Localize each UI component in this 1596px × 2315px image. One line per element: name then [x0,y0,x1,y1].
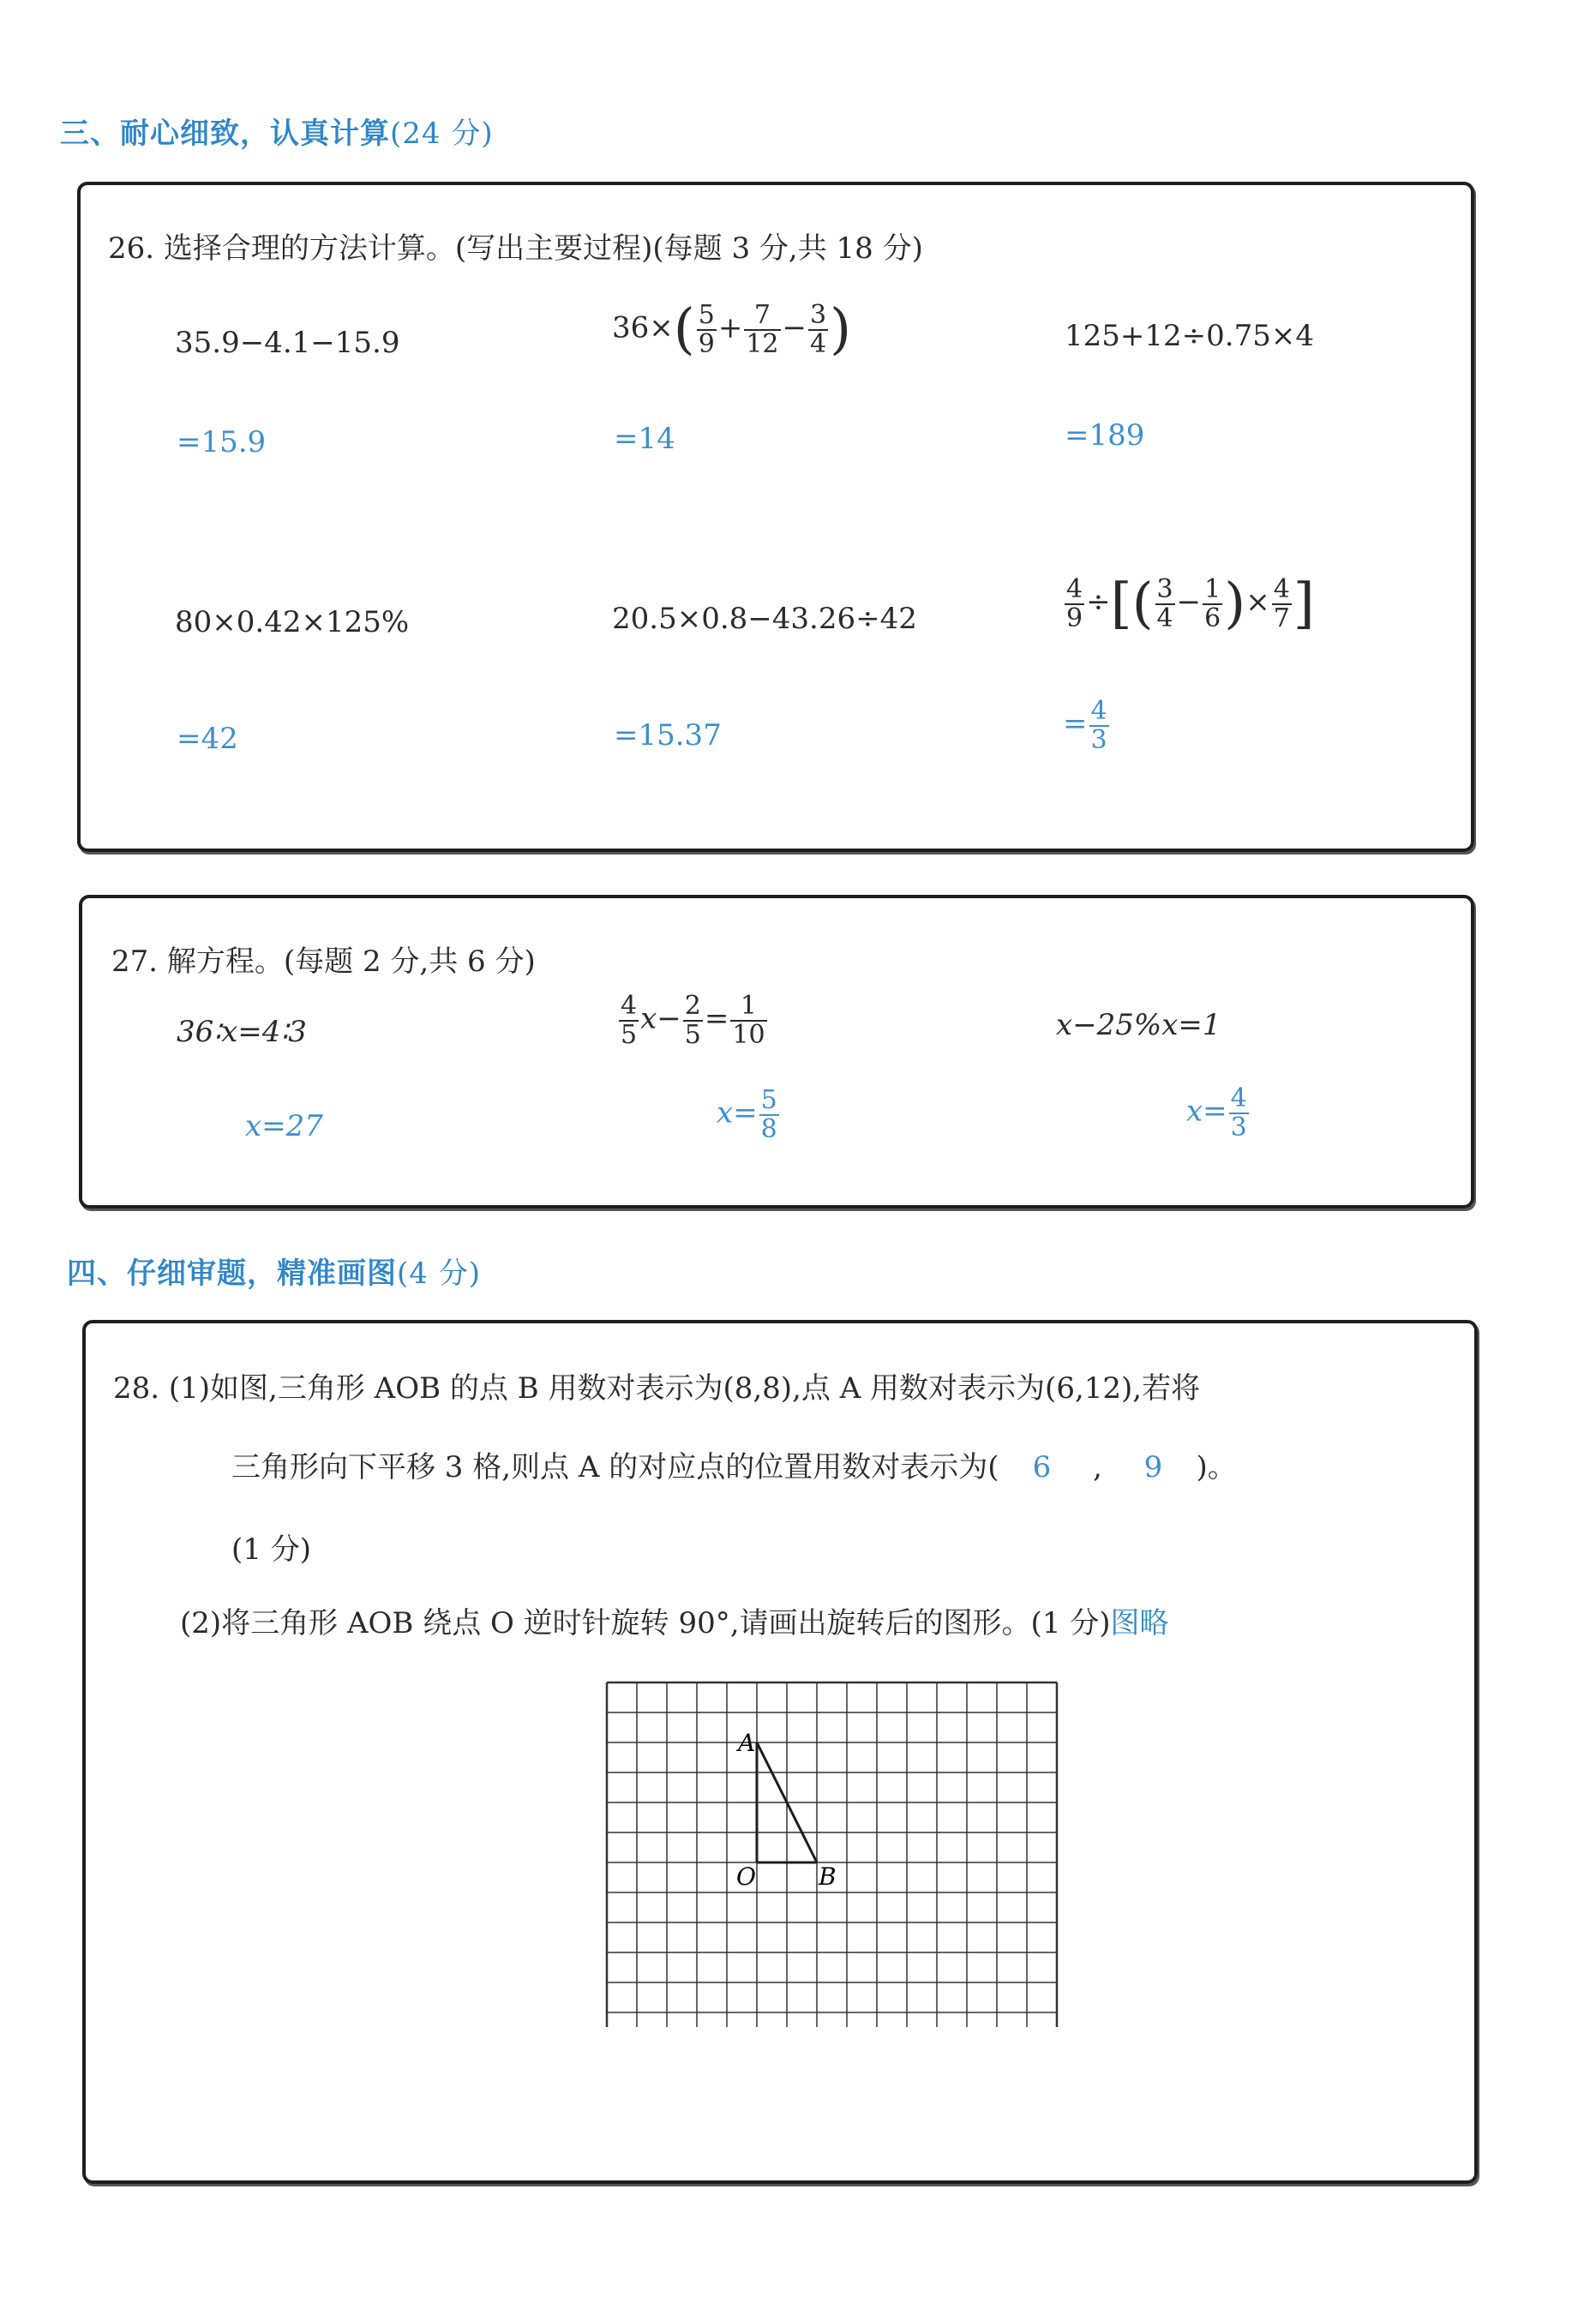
fraction [1272,576,1292,632]
q26-answer-5: =15.37 [614,718,722,753]
point-B-label: B [819,1862,837,1891]
equals: = [704,1001,729,1036]
q27-answer-2 [717,1087,781,1143]
q28-part2-answer: 图略 [1110,1606,1169,1640]
operator: ÷ [1086,585,1111,620]
q26-expr-1: 35.9−4.1−15.9 [175,326,400,360]
q27-equation-3: x−25%x=1 [1056,1008,1221,1042]
denominator: 5 [684,1019,701,1050]
left-paren: ( [1131,572,1154,636]
q26-expr-4: 80×0.42×125% [175,605,410,639]
fraction [1203,576,1222,632]
q27-answer-3 [1186,1085,1251,1141]
numerator: 5 [760,1085,777,1115]
denominator: 3 [1090,724,1107,755]
right-paren: ) [1224,572,1246,636]
fraction [744,302,780,357]
numerator: 7 [744,302,780,331]
fraction [759,1087,779,1143]
section-4-title [67,1250,481,1292]
numerator: 3 [1156,574,1173,604]
numerator: 1 [730,993,766,1022]
variable: x [640,1001,657,1036]
q26-expr-6 [1063,572,1315,636]
denominator: 5 [621,1019,638,1050]
numerator: 4 [1273,574,1290,604]
fraction [1065,576,1084,632]
q28-part1-score: (1 分) [231,1532,311,1567]
denominator: 10 [732,1019,765,1050]
q26-expr-2-lead: 36× [612,310,674,345]
q26-expr-5: 20.5×0.8−43.26÷42 [612,602,917,636]
numerator: 5 [698,300,715,330]
operator: + [717,310,743,345]
fraction [730,993,766,1048]
denominator: 9 [1066,603,1083,633]
q27-answer-1: x=27 [245,1109,323,1143]
coordinate-grid-figure [600,1676,1080,2027]
numerator: 2 [684,991,701,1021]
q28-part1-line1: 28. (1)如图,三角形 AOB 的点 B 用数对表示为(8,8),点 A 用数对表示为(6,12),若将 [113,1371,1201,1406]
q28-answer-x: 6 [1032,1450,1052,1484]
q26-answer-4: =42 [177,722,238,756]
denominator: 12 [746,328,779,359]
answer-lhs: x= [717,1095,758,1131]
q27-equation-2 [617,993,769,1048]
q26-answer-2: =14 [614,422,675,456]
equals: = [1063,706,1088,741]
denominator: 4 [810,328,827,359]
question-27-title: 27. 解方程。(每题 2 分,共 6 分) [111,945,536,979]
point-A-label: A [738,1729,756,1757]
fraction [619,993,639,1048]
numerator: 4 [1090,696,1107,726]
section-3-score: (24 分) [390,117,494,151]
q28-part1-line2 [231,1443,1237,1485]
q26-answer-3: =189 [1065,418,1145,453]
q26-expr-2 [612,297,852,362]
numerator: 3 [810,300,827,330]
q28-line2-end: )。 [1196,1450,1237,1484]
denominator: 6 [1204,603,1221,633]
question-26-box [77,182,1474,852]
grid-lines [607,1682,1057,2027]
q28-answer-y: 9 [1143,1450,1163,1484]
fraction [808,302,828,357]
denominator: 3 [1230,1112,1247,1143]
denominator: 8 [760,1113,777,1144]
q28-line2-text: 三角形向下平移 3 格,则点 A 的对应点的位置用数对表示为( [231,1450,999,1484]
point-O-label: O [736,1862,756,1891]
right-bracket: ] [1293,572,1315,636]
answer-lhs: x= [1186,1094,1227,1129]
fraction [1089,698,1109,753]
operator: × [1245,585,1270,620]
denominator: 7 [1273,603,1290,633]
section-4-title-text: 四、仔细审题，精准画图 [67,1256,397,1291]
fraction [1155,576,1175,632]
q26-answer-1: =15.9 [177,425,267,459]
numerator: 4 [1230,1083,1247,1113]
q27-equation-1: 36∶x=4∶3 [177,1015,307,1049]
section-4-score: (4 分) [397,1256,481,1291]
operator: − [782,310,807,345]
denominator: 4 [1156,603,1173,633]
fraction [683,993,703,1048]
fraction [1229,1085,1249,1141]
denominator: 9 [698,328,715,359]
q26-expr-3: 125+12÷0.75×4 [1065,319,1314,353]
operator: − [657,1001,681,1036]
left-bracket: [ [1110,572,1132,636]
fraction [697,302,717,357]
q26-answer-6 [1063,698,1111,753]
numerator: 4 [621,991,638,1021]
q28-part2-text: (2)将三角形 AOB 绕点 O 逆时针旋转 90°,请画出旋转后的图形。(1 分) [180,1606,1111,1640]
left-paren: ( [673,297,695,362]
section-3-title-text: 三、耐心细致，认真计算 [60,117,390,151]
q28-part2 [180,1599,1169,1641]
numerator: 4 [1066,574,1083,604]
section-3-title [60,110,494,152]
question-26-title: 26. 选择合理的方法计算。(写出主要过程)(每题 3 分,共 18 分) [108,231,923,266]
numerator: 1 [1204,574,1221,604]
right-paren: ) [830,297,852,362]
q28-comma: , [1093,1450,1102,1484]
operator: − [1176,585,1202,620]
